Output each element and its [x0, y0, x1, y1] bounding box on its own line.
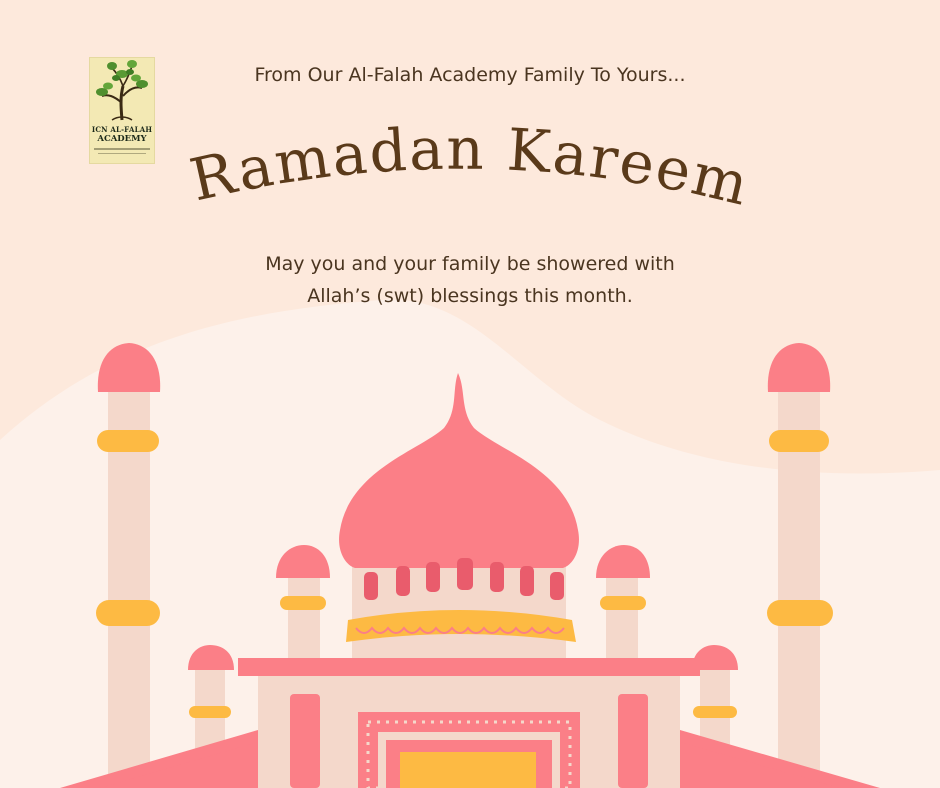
tagline: From Our Al-Falah Academy Family To Yours...: [254, 64, 686, 86]
message-line-1: May you and your family be showered with: [265, 253, 675, 275]
left-minaret: [96, 343, 160, 788]
right-minaret: [767, 343, 833, 788]
svg-text:Ramadan Kareem: [184, 115, 757, 219]
message-line-2: Allah’s (swt) blessings this month.: [307, 285, 633, 307]
main-building: [60, 658, 880, 788]
logo-divider: [98, 153, 146, 154]
logo-text-line2: ACADEMY: [97, 134, 147, 144]
title-heading: [160, 110, 780, 230]
mosque-illustration: [0, 330, 940, 788]
main-dome: [339, 373, 579, 668]
greeting-message: [170, 248, 770, 312]
title-text: Ramadan Kareem: [184, 114, 757, 220]
logo-text-line1: ICN AL-FALAH: [91, 125, 153, 134]
academy-logo: [89, 57, 155, 164]
logo-divider: [94, 148, 150, 150]
tree-icon: [90, 58, 154, 124]
